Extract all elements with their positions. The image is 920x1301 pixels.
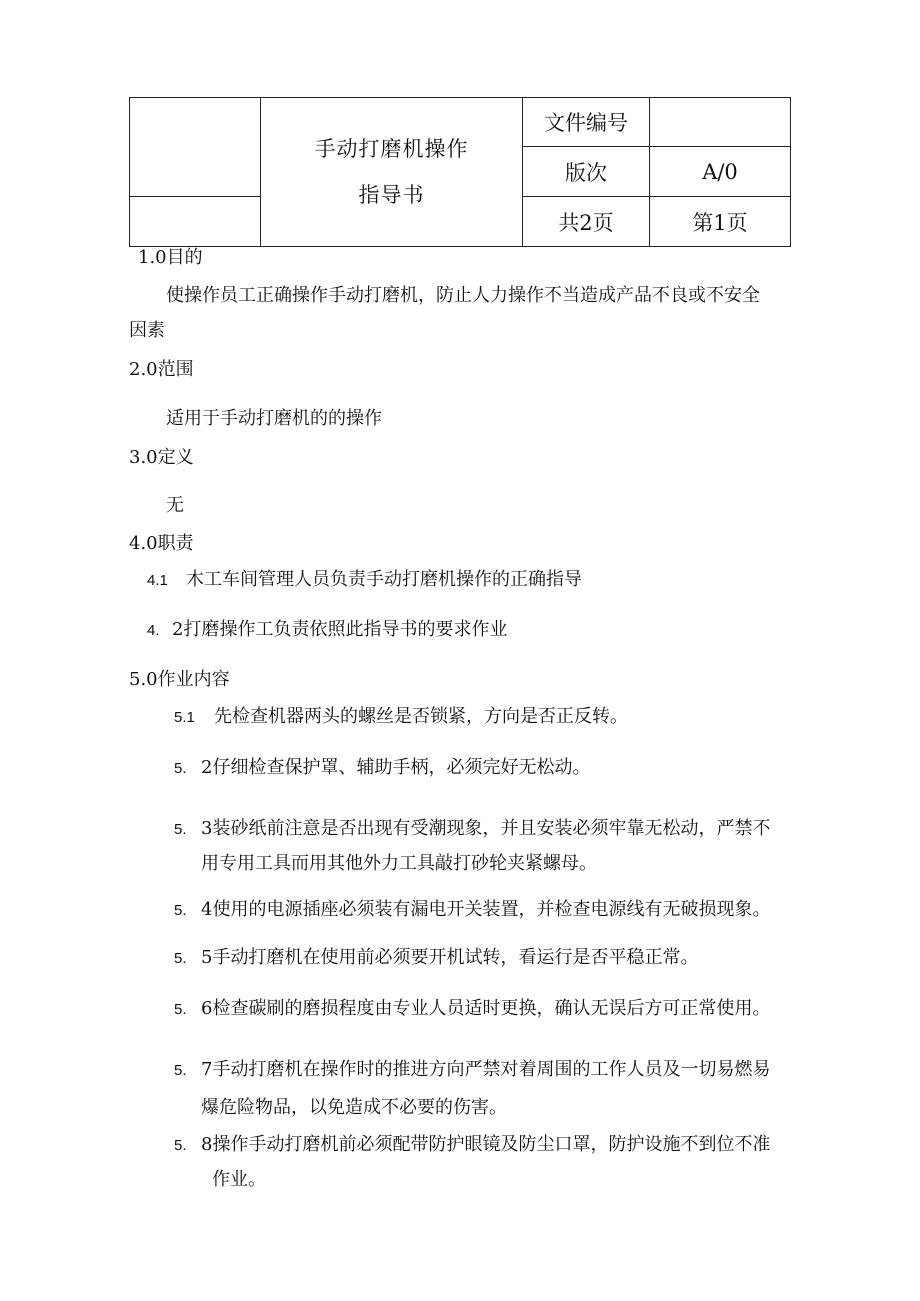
document-header-table — [129, 97, 791, 247]
section-scope-heading: 2.0范围 — [129, 359, 194, 380]
section-duties-heading: 4.0职责 — [129, 533, 194, 554]
list-item-continuation: 爆危险物品，以免造成不必要的伤害。 — [201, 1097, 507, 1118]
list-item-continuation: 用专用工具而用其他外力工具敲打砂轮夹紧螺母。 — [201, 853, 597, 874]
list-item-number: 5. — [174, 760, 187, 777]
list-item — [174, 946, 698, 971]
list-item — [174, 1058, 770, 1083]
document-title-line-2: 指导书 — [358, 183, 425, 207]
list-item — [174, 756, 590, 781]
section-definition-text: 无 — [166, 495, 184, 516]
list-item-number: 5. — [174, 902, 187, 919]
list-item-number: 5. — [174, 1001, 187, 1018]
list-item-number: 5. — [174, 821, 187, 838]
list-item-text: 木工车间管理人员负责手动打磨机操作的正确指导 — [186, 569, 582, 590]
list-item-number: 5.1 — [174, 709, 195, 726]
section-scope-text: 适用于手动打磨机的的操作 — [166, 408, 382, 429]
list-item-text: 3装砂纸前注意是否出现有受潮现象，并且安装必须牢靠无松动，严禁不 — [201, 818, 771, 839]
list-item-number: 5. — [174, 1062, 187, 1079]
section-content-heading: 5.0作业内容 — [129, 669, 230, 690]
list-item — [147, 568, 582, 593]
list-item-number: 5. — [174, 1137, 187, 1154]
list-item — [174, 997, 770, 1022]
list-item-text: 2仔细检查保护罩、辅助手柄，必须完好无松动。 — [201, 757, 591, 778]
list-item — [174, 817, 770, 842]
version-label: 版次 — [523, 147, 650, 197]
section-definition-heading: 3.0定义 — [129, 447, 194, 468]
list-item — [174, 1133, 770, 1158]
list-item-text: 7手动打磨机在操作时的推进方向严禁对着周围的工作人员及一切易燃易 — [201, 1059, 771, 1080]
list-item-number: 5. — [174, 950, 187, 967]
list-item-text: 6检查碳刷的磨损程度由专业人员适时更换，确认无误后方可正常使用。 — [201, 998, 771, 1019]
total-pages: 共2页 — [523, 197, 650, 247]
list-item-continuation: 作业。 — [212, 1169, 266, 1190]
logo-cell — [130, 98, 261, 197]
blank-cell — [130, 197, 261, 247]
section-purpose-text-line-2: 因素 — [129, 320, 165, 341]
current-page: 第1页 — [650, 197, 791, 247]
section-purpose-heading: 1.0目的 — [138, 247, 203, 268]
list-item — [174, 898, 770, 923]
list-item-text: 5手动打磨机在使用前必须要开机试转，看运行是否平稳正常。 — [201, 947, 699, 968]
document-title — [261, 98, 523, 247]
list-item-text: 4使用的电源插座必须装有漏电开关装置，并检查电源线有无破损现象。 — [201, 899, 771, 920]
list-item-text: 8操作手动打磨机前必须配带防护眼镜及防尘口罩，防护设施不到位不准 — [201, 1134, 771, 1155]
list-item — [174, 705, 628, 730]
list-item — [147, 618, 507, 643]
list-item-number: 4. — [147, 622, 160, 639]
list-item-text: 2打磨操作工负责依照此指导书的要求作业 — [172, 619, 508, 640]
doc-number-label: 文件编号 — [523, 98, 650, 147]
list-item-text: 先检查机器两头的螺丝是否锁紧，方向是否正反转。 — [214, 706, 628, 727]
list-item-number: 4.1 — [147, 572, 168, 589]
doc-number-value — [650, 98, 791, 147]
section-purpose-text-line-1: 使操作员工正确操作手动打磨机，防止人力操作不当造成产品不良或不安全 — [166, 285, 760, 306]
document-title-line-1: 手动打磨机操作 — [314, 137, 469, 161]
version-value: A/0 — [650, 147, 791, 197]
